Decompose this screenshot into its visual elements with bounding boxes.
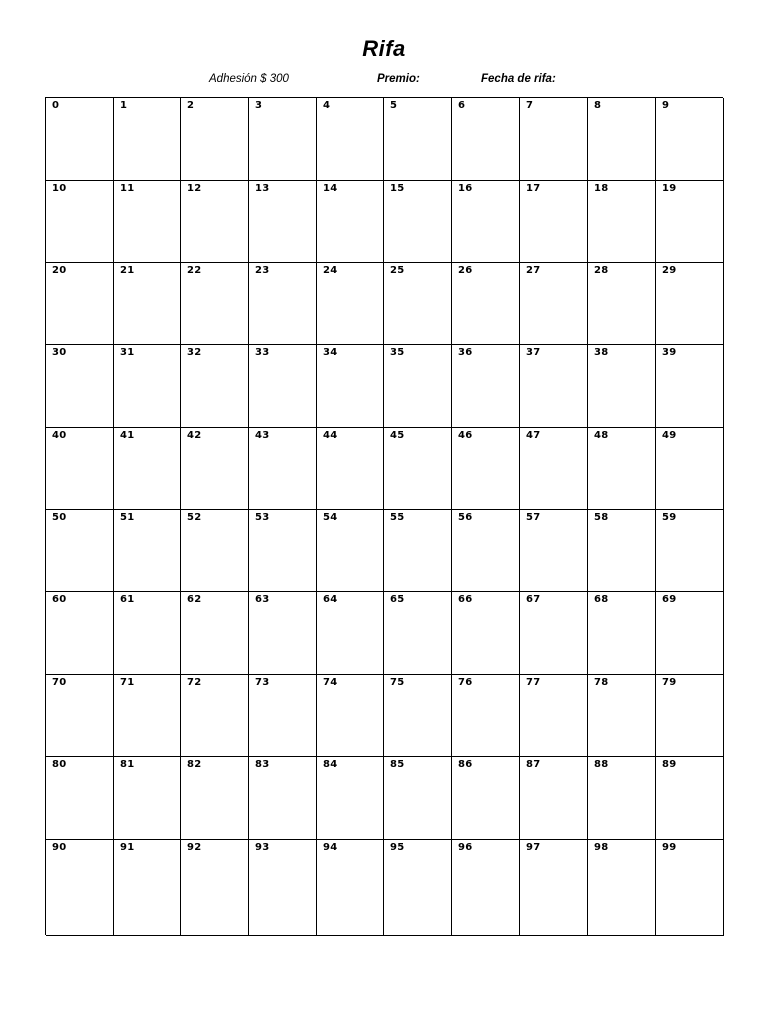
raffle-number: 96 xyxy=(458,842,473,853)
raffle-cell[interactable] xyxy=(181,428,249,510)
raffle-number: 90 xyxy=(52,842,67,853)
raffle-cell[interactable] xyxy=(384,757,452,840)
raffle-cell[interactable] xyxy=(520,98,588,181)
raffle-number: 49 xyxy=(662,430,677,441)
raffle-number: 77 xyxy=(526,677,541,688)
raffle-cell[interactable] xyxy=(114,592,181,675)
raffle-cell[interactable] xyxy=(656,428,724,510)
raffle-number: 76 xyxy=(458,677,473,688)
raffle-cell[interactable] xyxy=(588,840,656,936)
raffle-number: 31 xyxy=(120,347,135,358)
raffle-cell[interactable] xyxy=(520,675,588,757)
raffle-number: 87 xyxy=(526,759,541,770)
raffle-number: 60 xyxy=(52,594,67,605)
raffle-cell[interactable] xyxy=(249,181,317,263)
raffle-cell[interactable] xyxy=(249,592,317,675)
raffle-number: 35 xyxy=(390,347,405,358)
raffle-cell[interactable] xyxy=(181,181,249,263)
raffle-cell[interactable] xyxy=(452,757,520,840)
raffle-number: 82 xyxy=(187,759,202,770)
raffle-number: 98 xyxy=(594,842,609,853)
raffle-number: 91 xyxy=(120,842,135,853)
raffle-number: 21 xyxy=(120,265,135,276)
raffle-number: 81 xyxy=(120,759,135,770)
raffle-number: 46 xyxy=(458,430,473,441)
raffle-number: 40 xyxy=(52,430,67,441)
raffle-number: 20 xyxy=(52,265,67,276)
raffle-cell[interactable] xyxy=(249,510,317,592)
fecha-label: Fecha de rifa: xyxy=(481,73,556,85)
raffle-cell[interactable] xyxy=(452,98,520,181)
raffle-cell[interactable] xyxy=(656,345,724,428)
raffle-cell[interactable] xyxy=(114,840,181,936)
raffle-cell[interactable] xyxy=(520,510,588,592)
raffle-cell[interactable] xyxy=(317,757,384,840)
raffle-cell[interactable] xyxy=(452,428,520,510)
raffle-cell[interactable] xyxy=(452,592,520,675)
raffle-cell[interactable] xyxy=(384,840,452,936)
raffle-number: 74 xyxy=(323,677,338,688)
raffle-number: 27 xyxy=(526,265,541,276)
raffle-cell[interactable] xyxy=(520,428,588,510)
page-title: Rifa xyxy=(362,36,406,61)
raffle-cell[interactable] xyxy=(656,510,724,592)
raffle-cell[interactable] xyxy=(384,428,452,510)
raffle-number: 61 xyxy=(120,594,135,605)
raffle-number: 88 xyxy=(594,759,609,770)
raffle-number: 15 xyxy=(390,183,405,194)
raffle-cell[interactable] xyxy=(520,592,588,675)
raffle-number: 86 xyxy=(458,759,473,770)
raffle-number: 51 xyxy=(120,512,135,523)
raffle-number: 33 xyxy=(255,347,270,358)
raffle-cell[interactable] xyxy=(656,263,724,345)
raffle-number: 73 xyxy=(255,677,270,688)
raffle-cell[interactable] xyxy=(656,757,724,840)
raffle-cell[interactable] xyxy=(114,98,181,181)
raffle-cell[interactable] xyxy=(249,345,317,428)
raffle-number: 95 xyxy=(390,842,405,853)
raffle-number: 17 xyxy=(526,183,541,194)
raffle-cell[interactable] xyxy=(317,345,384,428)
raffle-cell[interactable] xyxy=(452,840,520,936)
raffle-number: 41 xyxy=(120,430,135,441)
raffle-number: 0 xyxy=(52,100,60,111)
raffle-number: 2 xyxy=(187,100,195,111)
raffle-cell[interactable] xyxy=(520,345,588,428)
raffle-cell[interactable] xyxy=(317,510,384,592)
raffle-cell[interactable] xyxy=(656,840,724,936)
raffle-cell[interactable] xyxy=(384,675,452,757)
raffle-cell[interactable] xyxy=(588,263,656,345)
raffle-number: 62 xyxy=(187,594,202,605)
raffle-number: 58 xyxy=(594,512,609,523)
raffle-number: 1 xyxy=(120,100,128,111)
raffle-number: 80 xyxy=(52,759,67,770)
raffle-number: 68 xyxy=(594,594,609,605)
raffle-number: 50 xyxy=(52,512,67,523)
raffle-cell[interactable] xyxy=(588,510,656,592)
raffle-number: 56 xyxy=(458,512,473,523)
raffle-cell[interactable] xyxy=(452,263,520,345)
raffle-cell[interactable] xyxy=(588,757,656,840)
raffle-number: 11 xyxy=(120,183,135,194)
raffle-cell[interactable] xyxy=(181,263,249,345)
premio-label: Premio: xyxy=(377,73,420,85)
raffle-cell[interactable] xyxy=(452,510,520,592)
raffle-cell[interactable] xyxy=(588,98,656,181)
raffle-cell[interactable] xyxy=(452,675,520,757)
raffle-number: 75 xyxy=(390,677,405,688)
raffle-number: 25 xyxy=(390,265,405,276)
raffle-number: 89 xyxy=(662,759,677,770)
raffle-cell[interactable] xyxy=(520,181,588,263)
raffle-number: 48 xyxy=(594,430,609,441)
raffle-cell[interactable] xyxy=(384,98,452,181)
raffle-cell[interactable] xyxy=(249,98,317,181)
raffle-cell[interactable] xyxy=(114,510,181,592)
raffle-cell[interactable] xyxy=(181,98,249,181)
raffle-number: 52 xyxy=(187,512,202,523)
raffle-number: 63 xyxy=(255,594,270,605)
raffle-number: 83 xyxy=(255,759,270,770)
raffle-number: 34 xyxy=(323,347,338,358)
raffle-number: 69 xyxy=(662,594,677,605)
raffle-number: 30 xyxy=(52,347,67,358)
raffle-number: 70 xyxy=(52,677,67,688)
raffle-cell[interactable] xyxy=(181,510,249,592)
raffle-cell[interactable] xyxy=(384,592,452,675)
raffle-number: 23 xyxy=(255,265,270,276)
raffle-number: 53 xyxy=(255,512,270,523)
raffle-cell[interactable] xyxy=(656,592,724,675)
raffle-number: 24 xyxy=(323,265,338,276)
raffle-cell[interactable] xyxy=(656,98,724,181)
raffle-cell[interactable] xyxy=(520,757,588,840)
raffle-number: 22 xyxy=(187,265,202,276)
raffle-number: 57 xyxy=(526,512,541,523)
raffle-number: 32 xyxy=(187,347,202,358)
raffle-number: 93 xyxy=(255,842,270,853)
raffle-cell[interactable] xyxy=(249,428,317,510)
raffle-number: 39 xyxy=(662,347,677,358)
raffle-number: 9 xyxy=(662,100,670,111)
raffle-cell[interactable] xyxy=(656,181,724,263)
raffle-cell[interactable] xyxy=(588,592,656,675)
raffle-cell[interactable] xyxy=(249,675,317,757)
raffle-number: 4 xyxy=(323,100,331,111)
raffle-number: 94 xyxy=(323,842,338,853)
raffle-number: 42 xyxy=(187,430,202,441)
raffle-cell[interactable] xyxy=(46,757,114,840)
raffle-number: 10 xyxy=(52,183,67,194)
raffle-number: 28 xyxy=(594,265,609,276)
raffle-number: 13 xyxy=(255,183,270,194)
raffle-cell[interactable] xyxy=(588,345,656,428)
raffle-cell[interactable] xyxy=(384,181,452,263)
raffle-cell[interactable] xyxy=(46,592,114,675)
raffle-cell[interactable] xyxy=(181,675,249,757)
raffle-cell[interactable] xyxy=(317,675,384,757)
raffle-number: 59 xyxy=(662,512,677,523)
raffle-number: 72 xyxy=(187,677,202,688)
raffle-number: 26 xyxy=(458,265,473,276)
raffle-cell[interactable] xyxy=(452,345,520,428)
raffle-cell[interactable] xyxy=(46,428,114,510)
raffle-number: 12 xyxy=(187,183,202,194)
raffle-cell[interactable] xyxy=(317,840,384,936)
raffle-cell[interactable] xyxy=(46,675,114,757)
raffle-cell[interactable] xyxy=(114,675,181,757)
raffle-cell[interactable] xyxy=(249,840,317,936)
raffle-cell[interactable] xyxy=(520,840,588,936)
raffle-number: 8 xyxy=(594,100,602,111)
raffle-number: 66 xyxy=(458,594,473,605)
raffle-number: 19 xyxy=(662,183,677,194)
raffle-cell[interactable] xyxy=(114,345,181,428)
raffle-cell[interactable] xyxy=(46,345,114,428)
raffle-cell[interactable] xyxy=(588,675,656,757)
raffle-number: 38 xyxy=(594,347,609,358)
raffle-number: 45 xyxy=(390,430,405,441)
raffle-number: 84 xyxy=(323,759,338,770)
raffle-number: 44 xyxy=(323,430,338,441)
raffle-cell[interactable] xyxy=(317,263,384,345)
raffle-number: 99 xyxy=(662,842,677,853)
raffle-cell[interactable] xyxy=(317,428,384,510)
raffle-number: 78 xyxy=(594,677,609,688)
raffle-cell[interactable] xyxy=(181,345,249,428)
raffle-cell[interactable] xyxy=(317,592,384,675)
raffle-cell[interactable] xyxy=(181,592,249,675)
raffle-number: 65 xyxy=(390,594,405,605)
raffle-number: 47 xyxy=(526,430,541,441)
raffle-cell[interactable] xyxy=(114,757,181,840)
raffle-number: 14 xyxy=(323,183,338,194)
raffle-number: 43 xyxy=(255,430,270,441)
raffle-cell[interactable] xyxy=(520,263,588,345)
raffle-cell[interactable] xyxy=(46,840,114,936)
raffle-number: 37 xyxy=(526,347,541,358)
raffle-number: 6 xyxy=(458,100,466,111)
raffle-cell[interactable] xyxy=(317,181,384,263)
raffle-number: 67 xyxy=(526,594,541,605)
raffle-number: 18 xyxy=(594,183,609,194)
raffle-cell[interactable] xyxy=(588,428,656,510)
raffle-cell[interactable] xyxy=(384,510,452,592)
raffle-number: 54 xyxy=(323,512,338,523)
raffle-cell[interactable] xyxy=(46,510,114,592)
raffle-number: 79 xyxy=(662,677,677,688)
raffle-number: 64 xyxy=(323,594,338,605)
raffle-number: 3 xyxy=(255,100,263,111)
raffle-number: 71 xyxy=(120,677,135,688)
raffle-grid xyxy=(45,97,723,935)
raffle-cell[interactable] xyxy=(181,757,249,840)
raffle-cell[interactable] xyxy=(46,181,114,263)
raffle-cell[interactable] xyxy=(588,181,656,263)
raffle-cell[interactable] xyxy=(452,181,520,263)
raffle-cell[interactable] xyxy=(656,675,724,757)
raffle-number: 97 xyxy=(526,842,541,853)
raffle-number: 7 xyxy=(526,100,534,111)
raffle-number: 92 xyxy=(187,842,202,853)
raffle-cell[interactable] xyxy=(46,98,114,181)
raffle-cell[interactable] xyxy=(317,98,384,181)
raffle-cell[interactable] xyxy=(249,263,317,345)
raffle-cell[interactable] xyxy=(114,428,181,510)
raffle-cell[interactable] xyxy=(114,263,181,345)
adhesion-label: Adhesión $ 300 xyxy=(209,73,289,85)
raffle-number: 85 xyxy=(390,759,405,770)
raffle-number: 16 xyxy=(458,183,473,194)
raffle-cell[interactable] xyxy=(384,263,452,345)
raffle-cell[interactable] xyxy=(249,757,317,840)
raffle-cell[interactable] xyxy=(114,181,181,263)
raffle-number: 36 xyxy=(458,347,473,358)
raffle-number: 55 xyxy=(390,512,405,523)
raffle-cell[interactable] xyxy=(384,345,452,428)
raffle-number: 29 xyxy=(662,265,677,276)
raffle-cell[interactable] xyxy=(46,263,114,345)
raffle-number: 5 xyxy=(390,100,398,111)
raffle-cell[interactable] xyxy=(181,840,249,936)
